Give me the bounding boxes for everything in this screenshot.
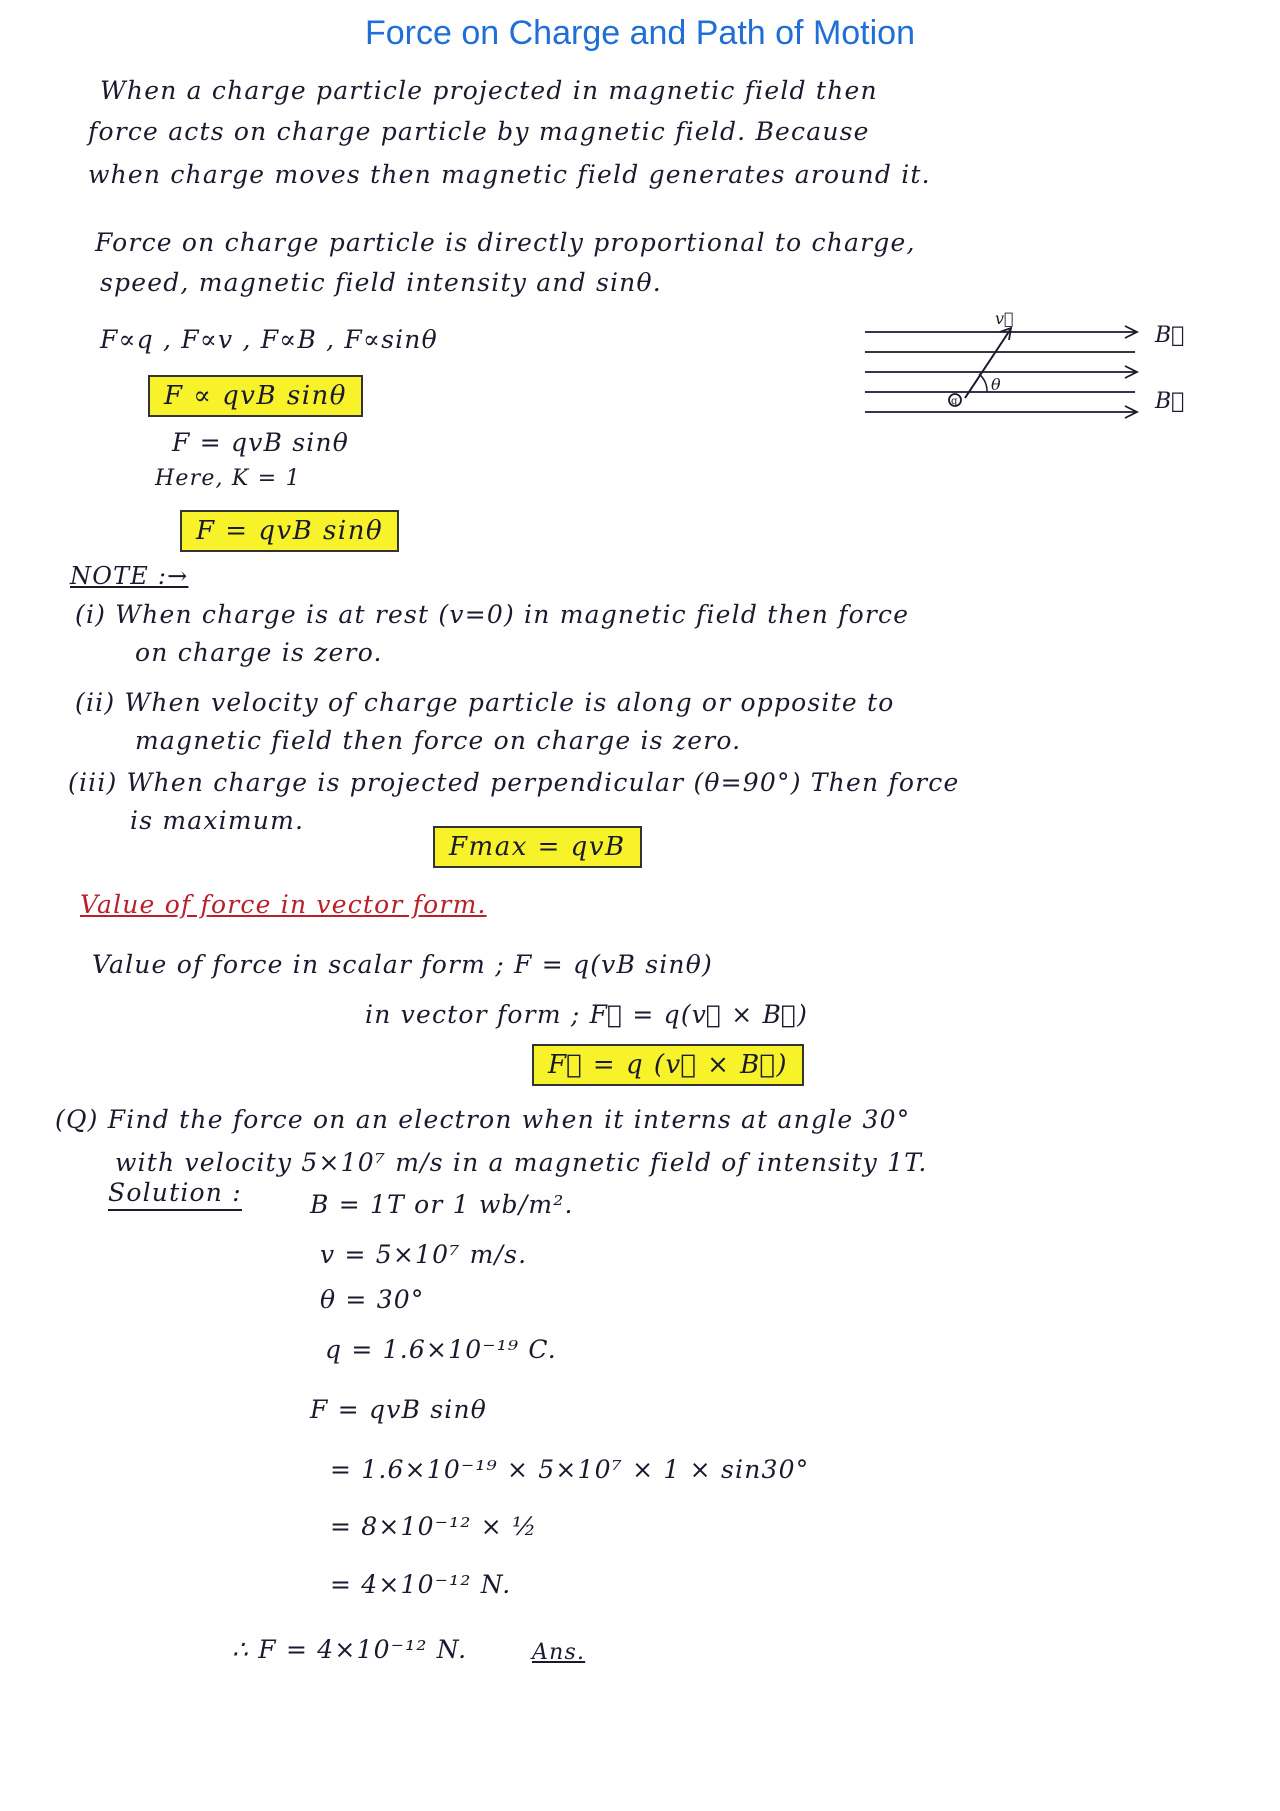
formula-equation: F = qvB sinθ <box>172 428 350 457</box>
solution-theta: θ = 30° <box>320 1285 425 1314</box>
note-ii-line-1: (ii) When velocity of charge particle is along or opposite to <box>75 688 895 717</box>
fmax-box: Fmax = qvB <box>433 826 642 868</box>
vector-formula-box: F⃗ = q (v⃗ × B⃗) <box>532 1044 804 1086</box>
intro-line-1: When a charge particle projected in magnetic field then <box>100 76 878 105</box>
proportional-line-1: Force on charge particle is directly proportional to charge, <box>95 228 916 257</box>
proportional-relations: F∝q , F∝v , F∝B , F∝sinθ <box>100 325 438 354</box>
solution-v: v = 5×10⁷ m/s. <box>320 1240 528 1269</box>
intro-line-3: when charge moves then magnetic field generates around it. <box>88 160 931 189</box>
formula-proportional-box: F ∝ qvB sinθ <box>148 375 363 417</box>
vector-form-line: in vector form ; F⃗ = q(v⃗ × B⃗) <box>365 1000 809 1029</box>
theta-label: θ <box>991 375 1001 394</box>
b-label-mid: B⃗ <box>1155 389 1185 414</box>
charge-label: q <box>951 396 958 407</box>
solution-label: Solution : <box>108 1178 242 1211</box>
solution-step-3: = 4×10⁻¹² N. <box>330 1570 512 1599</box>
page-title: Force on Charge and Path of Motion <box>365 14 915 52</box>
note-heading: NOTE :→ <box>70 562 189 590</box>
note-ii-line-2: magnetic field then force on charge is zero. <box>135 726 742 755</box>
scalar-form-line: Value of force in scalar form ; F = q(vB sinθ) <box>92 950 713 979</box>
note-i-line-2: on charge is zero. <box>135 638 383 667</box>
solution-step-2: = 8×10⁻¹² × ½ <box>330 1512 538 1541</box>
formula-final-box: F = qvB sinθ <box>180 510 399 552</box>
proportional-line-2: speed, magnetic field intensity and sinθ. <box>100 268 662 297</box>
solution-q: q = 1.6×10⁻¹⁹ C. <box>325 1335 557 1364</box>
solution-step-1: = 1.6×10⁻¹⁹ × 5×10⁷ × 1 × sin30° <box>330 1455 810 1484</box>
question-line-2: with velocity 5×10⁷ m/s in a magnetic field of intensity 1T. <box>115 1148 928 1177</box>
question-line-1: (Q) Find the force on an electron when it interns at angle 30° <box>55 1105 911 1134</box>
field-lines <box>865 326 1137 418</box>
solution-b: B = 1T or 1 wb/m². <box>310 1190 574 1219</box>
note-iii-line-1: (iii) When charge is projected perpendicular (θ=90°) Then force <box>68 768 960 797</box>
solution-answer: ∴ F = 4×10⁻¹² N. <box>232 1635 468 1664</box>
formula-here: Here, K = 1 <box>155 466 301 491</box>
solution-formula: F = qvB sinθ <box>310 1395 488 1424</box>
note-iii-line-2: is maximum. <box>130 806 305 835</box>
b-label-top: B⃗ <box>1155 323 1185 348</box>
vector-heading: Value of force in vector form. <box>80 890 487 919</box>
v-label: v⃗ <box>995 310 1014 328</box>
note-i-line-1: (i) When charge is at rest (v=0) in magnetic field then force <box>75 600 910 629</box>
intro-line-2: force acts on charge particle by magnetic field. Because <box>88 117 870 146</box>
magnetic-field-diagram <box>855 310 1215 440</box>
answer-label: Ans. <box>532 1640 586 1665</box>
